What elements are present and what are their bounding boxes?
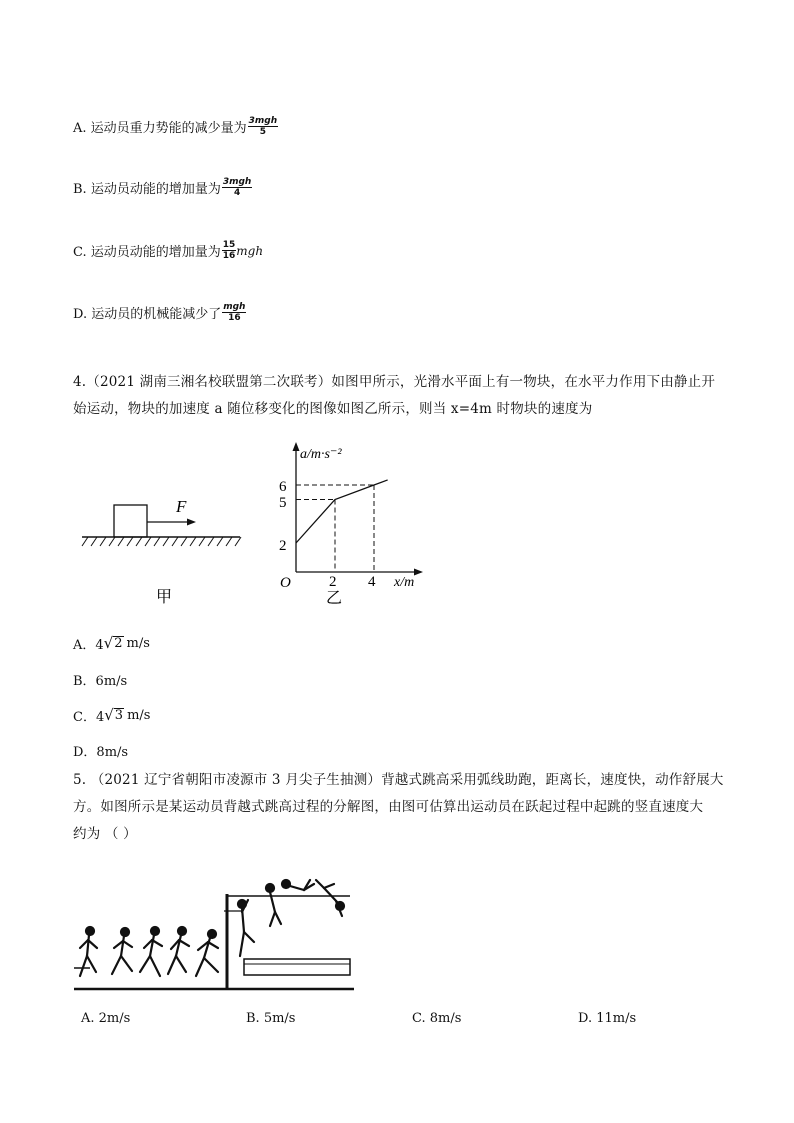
x-axis-arrow [414,569,423,576]
option-5b: B. 5m/s [246,1011,296,1026]
option-5c: C. 8m/s [412,1011,462,1026]
fraction-den: 16 [228,313,241,323]
option-4c-post: m/s [127,708,151,723]
question-5-line1: 5. （2021 辽宁省朝阳市凌源市 3 月尖子生抽测）背越式跳高采用弧线助跑，距离长，速度快，动作舒展大 [73,772,724,788]
option-4a [73,634,150,653]
landing-mat [244,959,350,975]
fraction-3d [222,302,246,323]
force-arrowhead [187,519,196,526]
fraction-den: 4 [233,188,241,198]
question-4-line1: 4.（2021 湖南三湘名校联盟第二次联考）如图甲所示，光滑水平面上有一物块，在水平力作用下由静止开 [73,374,716,390]
y-tick-2: 2 [279,538,287,554]
jumper-takeoff [238,900,254,956]
y-axis-label: a/m·s⁻² [300,447,342,462]
option-4b: B．6m/s [73,674,128,689]
option-3d [73,302,246,323]
question-5-line3: 约为 （ ） [73,826,137,842]
jumper-rising [266,884,281,926]
runner-3 [140,927,162,976]
radicand: 2 [114,636,123,651]
question-5-line2: 方。如图所示是某运动员背越式跳高过程的分解图，由图可估算出运动员在跃起过程中起跳的竖直速度大 [73,799,704,815]
y-axis-arrow [293,442,300,451]
runner-5 [196,930,218,976]
fraction-3a [248,116,279,137]
radicand: 3 [114,708,124,723]
y-tick-6: 6 [279,479,287,495]
runner-2 [112,928,132,974]
question-5-stem [73,767,763,848]
sqrt-2 [104,636,124,651]
x-axis-label: x/m [394,575,415,590]
option-3c-text: C. 运动员动能的增加量为 [73,245,221,260]
option-5d: D. 11m/s [578,1011,637,1026]
guide-lines [296,485,374,572]
question-4-stem [73,369,753,423]
option-4c-pre: C．4 [73,710,105,725]
caption-yi: 乙 [326,590,343,607]
radical-icon: √ [103,634,114,652]
option-3a [73,116,278,137]
fraction-3c [222,240,237,261]
option-3c-suffix: mgh [236,243,264,258]
y-tick-5: 5 [279,495,287,511]
figure-jia [78,490,248,610]
option-4a-post: m/s [126,636,150,651]
jumper-clearing [316,880,344,916]
force-label: F [176,497,187,516]
sqrt-3 [104,708,124,723]
option-3c [73,240,263,261]
origin-label: O [280,575,291,591]
radical-icon: √ [104,706,114,724]
fraction-num: mgh [223,302,246,312]
fraction-num: 15 [222,240,236,250]
option-4d: D．8m/s [73,745,129,760]
caption-jia: 甲 [156,589,173,606]
fraction-den: 16 [222,251,236,261]
option-4c [73,706,150,725]
fraction-3b [222,177,253,198]
fraction-den: 5 [259,127,267,137]
fraction-num: 3mgh [248,116,278,126]
option-3a-text: A. 运动员重力势能的减少量为 [73,121,247,136]
ground-hatch [82,537,241,546]
jumper-over-bar [282,880,314,890]
high-jump-figure [72,876,357,998]
x-tick-2: 2 [329,574,337,590]
option-3b [73,177,252,198]
figure-yi-chart [270,440,440,610]
runner-figures [80,880,344,976]
option-3b-text: B. 运动员动能的增加量为 [73,182,221,197]
fraction-num: 3mgh [222,177,252,187]
runner-4 [168,927,189,974]
block [114,505,147,537]
x-tick-4: 4 [368,574,376,590]
option-3d-text: D. 运动员的机械能减少了 [73,307,222,322]
question-4-line2: 始运动，物块的加速度 a 随位移变化的图像如图乙所示，则当 x=4m 时物块的速度为 [73,401,593,417]
option-5a: A. 2m/s [81,1011,131,1026]
option-4a-pre: A．4 [73,638,104,653]
